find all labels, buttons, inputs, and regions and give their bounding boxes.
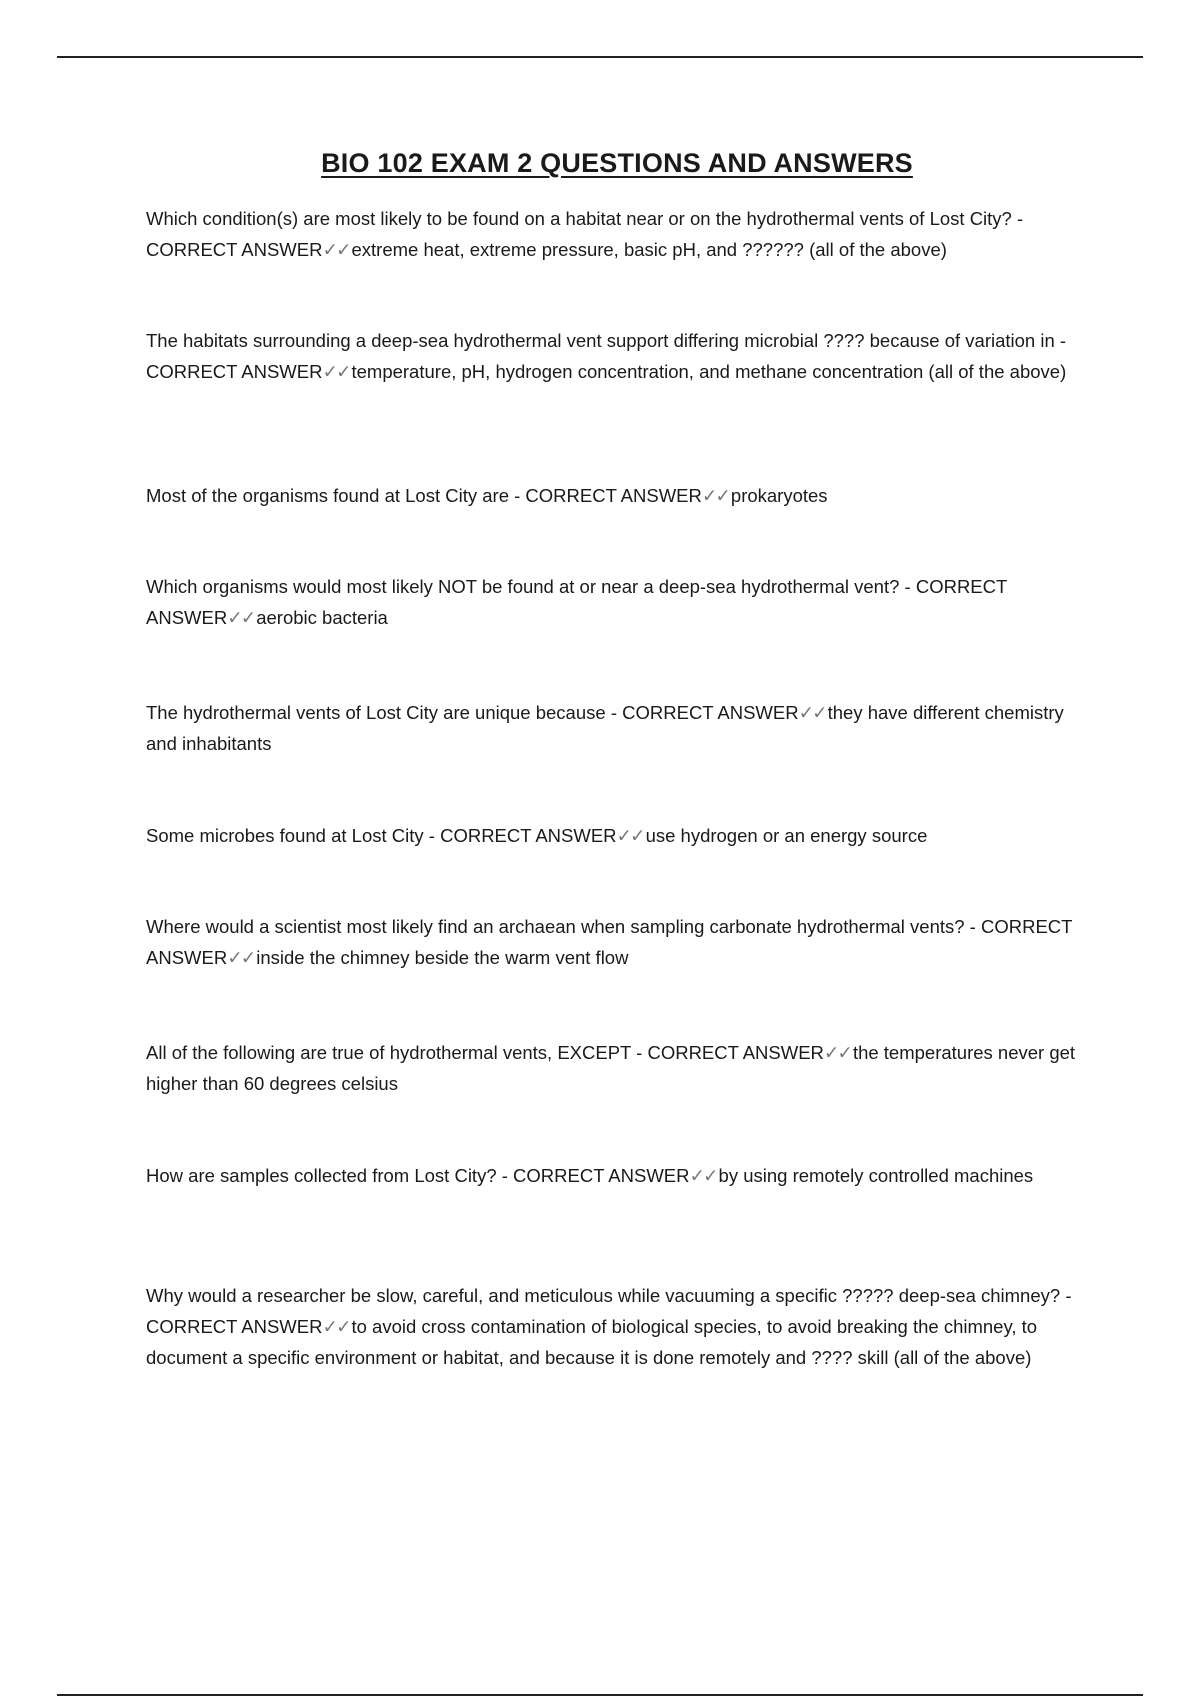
question-text: All of the following are true of hydrothermal vents, EXCEPT bbox=[146, 1042, 632, 1063]
document-title: BIO 102 EXAM 2 QUESTIONS AND ANSWERS bbox=[321, 148, 913, 178]
answer-text: by using remotely controlled machines bbox=[718, 1165, 1034, 1186]
question-text: How are samples collected from Lost City? bbox=[146, 1165, 497, 1186]
answer-text: use hydrogen or an energy source bbox=[645, 825, 928, 846]
qa-item-6 bbox=[146, 820, 1091, 851]
answer-label: - CORRECT ANSWER bbox=[146, 1285, 1072, 1337]
check-icon: ✓✓ bbox=[823, 1042, 851, 1063]
qa-item-3 bbox=[146, 480, 1091, 511]
question-text: Most of the organisms found at Lost City are bbox=[146, 485, 509, 506]
answer-label: - CORRECT ANSWER bbox=[631, 1042, 824, 1063]
qa-item-4 bbox=[146, 571, 1091, 633]
check-icon: ✓✓ bbox=[322, 361, 350, 382]
check-icon: ✓✓ bbox=[616, 825, 644, 846]
qa-item-7 bbox=[146, 911, 1091, 973]
answer-text: they have different chemistry and inhabitants bbox=[146, 702, 1064, 754]
answer-label: - CORRECT ANSWER bbox=[496, 1165, 690, 1186]
question-text: The hydrothermal vents of Lost City are unique because bbox=[146, 702, 606, 723]
answer-label: - CORRECT ANSWER bbox=[146, 916, 1073, 968]
answer-label: - CORRECT ANSWER bbox=[146, 208, 1024, 260]
qa-item-5 bbox=[146, 697, 1091, 759]
check-icon: ✓✓ bbox=[227, 947, 255, 968]
qa-item-1 bbox=[146, 203, 1091, 265]
answer-text: prokaryotes bbox=[730, 485, 828, 506]
answer-text: the temperatures never get higher than 60 degrees celsius bbox=[146, 1042, 1076, 1094]
answer-label: - CORRECT ANSWER bbox=[508, 485, 702, 506]
qa-item-8 bbox=[146, 1037, 1091, 1099]
answer-label: - CORRECT ANSWER bbox=[423, 825, 617, 846]
qa-item-10 bbox=[146, 1280, 1091, 1373]
top-rule bbox=[57, 56, 1143, 58]
question-text: Some microbes found at Lost City bbox=[146, 825, 424, 846]
check-icon: ✓✓ bbox=[689, 1165, 717, 1186]
check-icon: ✓✓ bbox=[227, 607, 255, 628]
answer-label: - CORRECT ANSWER bbox=[605, 702, 799, 723]
check-icon: ✓✓ bbox=[701, 485, 729, 506]
qa-item-2 bbox=[146, 325, 1091, 387]
question-text: Which condition(s) are most likely to be found on a habitat near or on the hydrothermal vents of Lost City? bbox=[146, 208, 1012, 229]
check-icon: ✓✓ bbox=[798, 702, 826, 723]
answer-label: - CORRECT ANSWER bbox=[146, 330, 1067, 382]
answer-text: inside the chimney beside the warm vent flow bbox=[256, 947, 629, 968]
question-text: Which organisms would most likely NOT be found at or near a deep-sea hydrothermal vent? bbox=[146, 576, 900, 597]
answer-text: temperature, pH, hydrogen concentration, and methane concentration (all of the above) bbox=[351, 361, 1067, 382]
answer-label: - CORRECT ANSWER bbox=[146, 576, 1007, 628]
bottom-rule bbox=[57, 1694, 1143, 1696]
qa-item-9 bbox=[146, 1160, 1091, 1191]
check-icon: ✓✓ bbox=[322, 1316, 350, 1337]
question-text: Where would a scientist most likely find an archaean when sampling carbonate hydrothermal vents? bbox=[146, 916, 965, 937]
check-icon: ✓✓ bbox=[322, 239, 350, 260]
question-text: Why would a researcher be slow, careful, and meticulous while vacuuming a specific ????? deep-sea chimney? bbox=[146, 1285, 1061, 1306]
answer-text: to avoid cross contamination of biological species, to avoid breaking the chimney, to document a specific environment or habitat, and because it is done remotely and ???? skill (all of the above) bbox=[146, 1316, 1038, 1368]
answer-text: aerobic bacteria bbox=[256, 607, 388, 628]
question-text: The habitats surrounding a deep-sea hydrothermal vent support differing microbial ???? because of variation in bbox=[146, 330, 1055, 351]
answer-text: extreme heat, extreme pressure, basic pH, and ?????? (all of the above) bbox=[351, 239, 947, 260]
